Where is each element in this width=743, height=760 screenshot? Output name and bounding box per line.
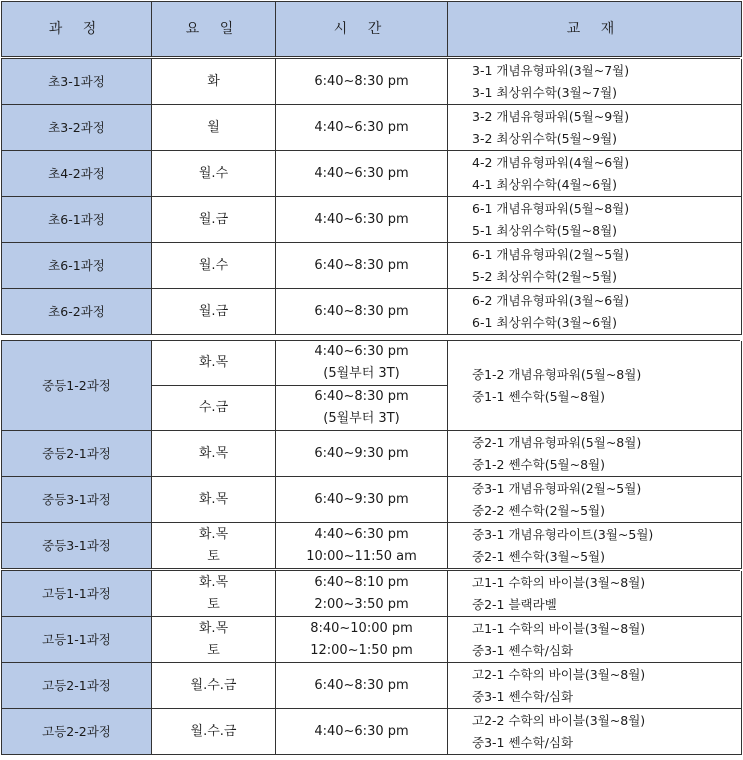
time-cell (276, 477, 448, 523)
textbook-cell (448, 197, 742, 243)
day-cell (152, 59, 276, 105)
day-cell-line: 화.목 (198, 526, 229, 542)
time-cell (276, 197, 448, 243)
day-cell (152, 663, 276, 709)
course-name: 초6-1과정 (1, 197, 152, 243)
textbook-cell-line: 중1-2 개념유형파워(5월~8월) (472, 366, 642, 382)
textbook-cell-line: 3-2 개념유형파워(5월~9월) (472, 108, 630, 124)
time-cell (276, 105, 448, 151)
textbook-cell-line: 6-1 개념유형파워(2월~5월) (472, 246, 630, 262)
day-cell (152, 571, 276, 617)
textbook-cell (448, 477, 742, 523)
textbook-cell-line: 3-1 최상위수학(3월~7월) (472, 84, 618, 100)
day-cell-line: 토 (207, 642, 220, 658)
time-cell (276, 289, 448, 335)
course-name: 고등2-2과정 (1, 709, 152, 755)
textbook-cell-line: 중2-2 쎈수학(2월~5월) (472, 502, 605, 518)
course-name: 중등3-1과정 (1, 523, 152, 569)
textbook-cell (448, 617, 742, 663)
day-cell (152, 431, 276, 477)
day-cell-line: 월.금 (198, 211, 229, 227)
time-cell-line: 6:40~8:30 pm (314, 73, 409, 89)
course-name: 중등3-1과정 (1, 477, 152, 523)
textbook-cell (448, 243, 742, 289)
time-cell-line: 2:00~3:50 pm (314, 596, 409, 612)
textbook-cell-line: 4-1 최상위수학(4월~6월) (472, 176, 618, 192)
textbook-cell-line: 5-1 최상위수학(5월~8월) (472, 222, 618, 238)
textbook-cell-line: 중2-1 쎈수학(3월~5월) (472, 548, 605, 564)
textbook-cell-line: 고1-1 수학의 바이블(3월~8월) (472, 574, 646, 590)
course-name: 초3-2과정 (1, 105, 152, 151)
time-cell-line: 6:40~8:30 pm (314, 389, 409, 404)
time-cell-line: 12:00~1:50 pm (310, 642, 413, 658)
textbook-cell-line: 중2-1 블랙라벨 (472, 596, 557, 612)
time-cell (276, 617, 448, 663)
course-name: 초6-2과정 (1, 289, 152, 335)
time-cell-line: 4:40~6:30 pm (314, 723, 409, 739)
time-cell-line: (5월부터 3T) (323, 411, 400, 426)
day-cell-line: 월.수 (198, 257, 229, 273)
textbook-cell (448, 431, 742, 477)
course-name: 중등2-1과정 (1, 431, 152, 477)
header-course: 과 정 (1, 1, 152, 57)
time-cell-line: 6:40~9:30 pm (314, 491, 409, 507)
textbook-cell-line: 중1-2 쎈수학(5월~8월) (472, 456, 605, 472)
day-cell-line: 화.목 (198, 355, 229, 370)
day-cell (152, 341, 276, 386)
day-cell (152, 617, 276, 663)
course-name: 고등1-1과정 (1, 617, 152, 663)
textbook-cell-line: 6-2 개념유형파워(3월~6월) (472, 292, 630, 308)
header-day: 요 일 (152, 1, 276, 57)
day-cell-line: 월.수.금 (190, 723, 237, 739)
textbook-cell-line: 고2-1 수학의 바이블(3월~8월) (472, 666, 646, 682)
time-cell-line: 4:40~6:30 pm (314, 119, 409, 135)
day-cell (152, 105, 276, 151)
day-cell-line: 월.금 (198, 303, 229, 319)
time-cell-line: (5월부터 3T) (323, 366, 400, 381)
textbook-cell-line: 중3-1 쎈수학/심화 (472, 642, 574, 658)
course-name: 고등1-1과정 (1, 571, 152, 617)
day-cell-line: 월.수 (198, 165, 229, 181)
day-cell-line: 화.목 (198, 491, 229, 507)
textbook-cell-line: 중3-1 쎈수학/심화 (472, 734, 574, 750)
course-name: 초3-1과정 (1, 59, 152, 105)
textbook-cell-line: 중3-1 개념유형파워(2월~5월) (472, 480, 642, 496)
textbook-cell-line: 6-1 최상위수학(3월~6월) (472, 314, 618, 330)
textbook-cell (448, 523, 742, 569)
time-cell-line: 4:40~6:30 pm (314, 211, 409, 227)
textbook-cell-line: 3-1 개념유형파워(3월~7월) (472, 62, 630, 78)
textbook-cell-line: 중3-1 개념유형라이트(3월~5월) (472, 526, 654, 542)
day-cell (152, 289, 276, 335)
textbook-cell-line: 3-2 최상위수학(5월~9월) (472, 130, 618, 146)
time-cell-line: 6:40~8:30 pm (314, 677, 409, 693)
day-cell-line: 화 (207, 73, 220, 89)
course-name: 초6-1과정 (1, 243, 152, 289)
time-cell-line: 6:40~8:10 pm (314, 574, 409, 590)
time-cell-line: 6:40~8:30 pm (314, 303, 409, 319)
textbook-cell-line: 고2-2 수학의 바이블(3월~8월) (472, 712, 646, 728)
time-cell-line: 4:40~6:30 pm (314, 526, 409, 542)
course-name: 초4-2과정 (1, 151, 152, 197)
textbook-cell (448, 341, 742, 431)
textbook-cell (448, 571, 742, 617)
textbook-cell (448, 59, 742, 105)
time-cell-line: 4:40~6:30 pm (314, 165, 409, 181)
day-cell-line: 화.목 (198, 445, 229, 461)
time-cell-line: 4:40~6:30 pm (314, 344, 409, 359)
course-name: 고등2-1과정 (1, 663, 152, 709)
day-cell-line: 월.수.금 (190, 677, 237, 693)
header-textbook: 교 재 (448, 1, 742, 57)
course-name: 중등1-2과정 (1, 341, 152, 431)
textbook-cell-line: 4-2 개념유형파워(4월~6월) (472, 154, 630, 170)
textbook-cell-line: 6-1 개념유형파워(5월~8월) (472, 200, 630, 216)
time-cell (276, 431, 448, 477)
day-cell-line: 수.금 (198, 400, 229, 415)
day-cell (152, 243, 276, 289)
time-cell (276, 386, 448, 431)
time-cell (276, 571, 448, 617)
day-cell (152, 523, 276, 569)
time-cell (276, 59, 448, 105)
textbook-cell (448, 289, 742, 335)
day-cell (152, 197, 276, 243)
day-cell-line: 토 (207, 548, 220, 564)
day-cell (152, 477, 276, 523)
textbook-cell (448, 709, 742, 755)
header-time: 시 간 (276, 1, 448, 57)
textbook-cell-line: 중2-1 개념유형파워(5월~8월) (472, 434, 642, 450)
day-cell-line: 월 (207, 119, 220, 135)
time-cell (276, 341, 448, 386)
time-cell (276, 523, 448, 569)
day-cell-line: 화.목 (198, 620, 229, 636)
time-cell-line: 8:40~10:00 pm (310, 620, 413, 636)
day-cell (152, 151, 276, 197)
time-cell-line: 6:40~9:30 pm (314, 445, 409, 461)
day-cell-line: 화.목 (198, 574, 229, 590)
day-cell (152, 386, 276, 431)
time-cell (276, 663, 448, 709)
time-cell (276, 709, 448, 755)
textbook-cell (448, 105, 742, 151)
day-cell-line: 토 (207, 596, 220, 612)
textbook-cell (448, 151, 742, 197)
textbook-cell-line: 5-2 최상위수학(2월~5월) (472, 268, 618, 284)
time-cell-line: 10:00~11:50 am (306, 548, 417, 564)
time-cell (276, 243, 448, 289)
time-cell-line: 6:40~8:30 pm (314, 257, 409, 273)
textbook-cell-line: 중1-1 쎈수학(5월~8월) (472, 388, 605, 404)
textbook-cell-line: 고1-1 수학의 바이블(3월~8월) (472, 620, 646, 636)
textbook-cell-line: 중3-1 쎈수학/심화 (472, 688, 574, 704)
time-cell (276, 151, 448, 197)
day-cell (152, 709, 276, 755)
textbook-cell (448, 663, 742, 709)
